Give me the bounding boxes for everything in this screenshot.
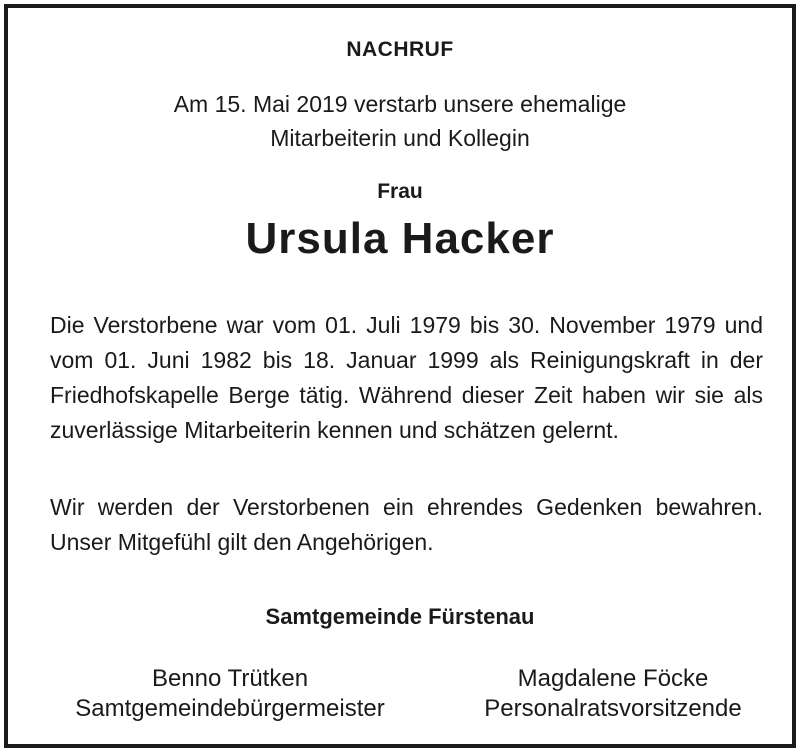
organization-name: Samtgemeinde Fürstenau bbox=[265, 604, 535, 629]
deceased-name: Ursula Hacker bbox=[245, 214, 555, 263]
signatory-title: Personalratsvorsitzende bbox=[484, 695, 742, 722]
signatory-mayor bbox=[30, 664, 430, 724]
signatory-name: Magdalene Föcke bbox=[517, 665, 709, 692]
salutation: Frau bbox=[377, 180, 423, 203]
signatory-title: Samtgemeindebürgermeister bbox=[75, 695, 385, 722]
obituary-notice bbox=[4, 4, 796, 748]
condolence-paragraph: Wir werden der Verstorbenen ein ehrendes Gedenken bewahren. Unser Mitgefühl gilt den Angehörigen. bbox=[50, 494, 763, 555]
notice-heading: NACHRUF bbox=[346, 38, 454, 61]
employment-paragraph: Die Verstorbene war vom 01. Juli 1979 bis 30. November 1979 und vom 01. Juni 1982 bis 18. Januar 1999 als Reinigungskraft in der Friedhofskapelle Berge tätig. Während dieser Zeit haben wir sie als zuverlässige Mitarbeiterin kennen und schätzen gelernt. bbox=[50, 312, 763, 443]
signatory-council-chair bbox=[438, 664, 788, 724]
intro-line-1: Am 15. Mai 2019 verstarb unsere ehemalige bbox=[173, 91, 627, 117]
intro-line-2: Mitarbeiterin und Kollegin bbox=[270, 125, 530, 151]
signatory-name: Benno Trütken bbox=[151, 665, 309, 692]
